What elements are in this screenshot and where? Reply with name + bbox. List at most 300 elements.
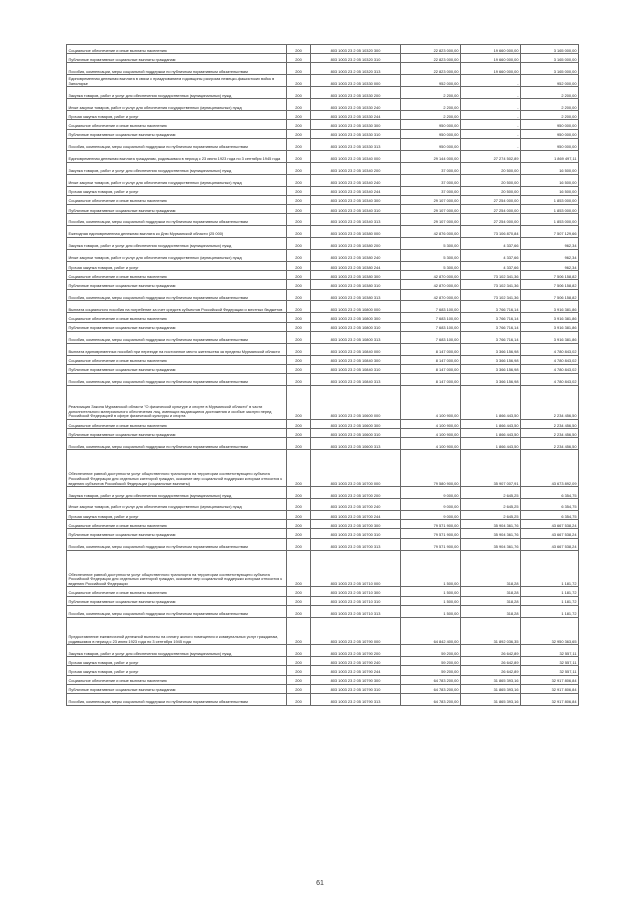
- row-budget-classification-code: 803 1003 23 2 05 10800 313: [311, 331, 401, 343]
- table-row: [67, 374, 579, 386]
- row-executed-amount: 27 254 000,00: [461, 195, 521, 204]
- row-approved-amount: 42 870 000,00: [401, 280, 461, 289]
- row-executed-amount: -: [461, 99, 521, 111]
- row-description: Социальное обеспечение и иные выплаты населению: [67, 420, 287, 429]
- row-approved-amount: 7 683 100,00: [401, 313, 461, 322]
- row-budget-classification-code: 803 1003 23 2 05 10340 000: [311, 150, 401, 162]
- table-row: [67, 322, 579, 331]
- row-unexecuted-amount: 7 506 158,82: [521, 289, 579, 301]
- row-description: Прочая закупка товаров, работ и услуг: [67, 657, 287, 666]
- row-executed-amount: 35 904 361,76: [461, 538, 521, 550]
- row-line-code: 200: [287, 529, 311, 538]
- row-executed-amount: -: [461, 138, 521, 150]
- row-line-code: 200: [287, 587, 311, 596]
- table-row: [67, 99, 579, 111]
- row-description: Закупка товаров, работ и услуг для обеспечения государственных (муниципальных) нужд: [67, 238, 287, 250]
- row-approved-amount: 29 144 000,00: [401, 150, 461, 162]
- row-unexecuted-amount: 2 200,00: [521, 111, 579, 120]
- row-budget-classification-code: 803 1003 23 2 05 10710 000: [311, 550, 401, 587]
- row-budget-classification-code: 803 1003 23 2 05 10340 240: [311, 174, 401, 186]
- row-line-code: 200: [287, 45, 311, 54]
- row-executed-amount: 3 366 156,98: [461, 355, 521, 364]
- row-budget-classification-code: 803 1003 23 2 05 10790 313: [311, 694, 401, 706]
- row-budget-classification-code: 803 1003 23 2 05 10330 200: [311, 87, 401, 99]
- row-budget-classification-code: 803 1003 23 2 05 10710 300: [311, 587, 401, 596]
- row-description: Единовременная денежная выплата в связи с празднованием годовщины разгрома немецко-фашистских войск в Заполярье: [67, 75, 287, 87]
- row-description: Обеспечение равной доступности услуг общественного транспорта на территории соответствующего субъекта Российской Федерации для отдельных категорий граждан, оказание мер социальной поддержки которым относится к ведению субъектов Российской Федерации (социальные выплаты): [67, 450, 287, 487]
- row-unexecuted-amount: 1 181,72: [521, 550, 579, 587]
- row-approved-amount: 59 200,00: [401, 666, 461, 675]
- row-budget-classification-code: 803 1003 23 2 05 10840 300: [311, 355, 401, 364]
- table-row: [67, 129, 579, 138]
- row-budget-classification-code: 803 1003 23 2 05 10790 310: [311, 684, 401, 693]
- table-row: [67, 487, 579, 499]
- row-description: Закупка товаров, работ и услуг для обеспечения государственных (муниципальных) нужд: [67, 487, 287, 499]
- row-line-code: 200: [287, 87, 311, 99]
- row-approved-amount: 2 200,00: [401, 87, 461, 99]
- row-approved-amount: 22 823 000,00: [401, 63, 461, 75]
- row-executed-amount: 26 642,89: [461, 645, 521, 657]
- row-executed-amount: 19 660 000,00: [461, 54, 521, 63]
- row-executed-amount: -: [461, 75, 521, 87]
- row-unexecuted-amount: 6 354,75: [521, 499, 579, 511]
- row-executed-amount: 318,28: [461, 605, 521, 617]
- row-budget-classification-code: 803 1003 23 2 05 10700 313: [311, 538, 401, 550]
- row-unexecuted-amount: 1 853 000,00: [521, 214, 579, 226]
- row-description: Публичные нормативные социальные выплаты гражданам: [67, 204, 287, 213]
- row-approved-amount: 37 000,00: [401, 174, 461, 186]
- row-description: Прочая закупка товаров, работ и услуг: [67, 261, 287, 270]
- row-line-code: 200: [287, 438, 311, 450]
- row-unexecuted-amount: 2 234 456,50: [521, 438, 579, 450]
- row-approved-amount: 1 500,00: [401, 587, 461, 596]
- row-description: Публичные нормативные социальные выплаты гражданам: [67, 684, 287, 693]
- row-executed-amount: 31 865 393,16: [461, 675, 521, 684]
- row-executed-amount: -: [461, 111, 521, 120]
- row-unexecuted-amount: 32 950 363,65: [521, 617, 579, 645]
- row-approved-amount: 8 147 000,00: [401, 355, 461, 364]
- row-line-code: 200: [287, 645, 311, 657]
- table-row: [67, 331, 579, 343]
- row-executed-amount: -: [461, 120, 521, 129]
- row-unexecuted-amount: 950 000,00: [521, 120, 579, 129]
- row-approved-amount: 59 200,00: [401, 645, 461, 657]
- row-approved-amount: 64 842 400,00: [401, 617, 461, 645]
- row-line-code: 200: [287, 694, 311, 706]
- row-description: Социальное обеспечение и иные выплаты населению: [67, 45, 287, 54]
- row-executed-amount: 318,28: [461, 550, 521, 587]
- row-description: Предоставление ежемесячной денежной выплаты на оплату жилого помещения и коммунальных услуг гражданам, родившимся в период с 23 июня 1923 года по 3 сентября 1945 года: [67, 617, 287, 645]
- row-budget-classification-code: 803 1003 23 2 05 10800 310: [311, 322, 401, 331]
- table-row: [67, 186, 579, 195]
- row-approved-amount: 7 683 100,00: [401, 331, 461, 343]
- row-unexecuted-amount: 2 200,00: [521, 99, 579, 111]
- row-approved-amount: 9 000,00: [401, 499, 461, 511]
- row-executed-amount: 20 500,00: [461, 162, 521, 174]
- row-line-code: 200: [287, 261, 311, 270]
- row-budget-classification-code: 803 1003 23 2 05 10840 310: [311, 364, 401, 373]
- row-line-code: 200: [287, 487, 311, 499]
- table-row: [67, 87, 579, 99]
- row-executed-amount: 19 660 000,00: [461, 45, 521, 54]
- row-line-code: 200: [287, 550, 311, 587]
- row-executed-amount: 4 337,66: [461, 249, 521, 261]
- row-approved-amount: 37 000,00: [401, 186, 461, 195]
- row-unexecuted-amount: 43 673 892,09: [521, 450, 579, 487]
- page-number: 61: [316, 880, 324, 887]
- table-row: [67, 364, 579, 373]
- row-budget-classification-code: 803 1003 23 2 05 10840 313: [311, 374, 401, 386]
- row-budget-classification-code: 803 1003 23 2 05 10330 244: [311, 111, 401, 120]
- row-unexecuted-amount: 4 780 843,02: [521, 343, 579, 355]
- table-row: [67, 195, 579, 204]
- table-row: [67, 54, 579, 63]
- row-line-code: 200: [287, 120, 311, 129]
- row-unexecuted-amount: 4 780 843,02: [521, 374, 579, 386]
- row-approved-amount: 9 000,00: [401, 487, 461, 499]
- row-budget-classification-code: 803 1003 23 2 05 10380 244: [311, 261, 401, 270]
- row-description: Пособия, компенсации, меры социальной поддержки по публичным нормативным обязательствам: [67, 605, 287, 617]
- row-approved-amount: 37 000,00: [401, 162, 461, 174]
- row-budget-classification-code: 803 1003 23 2 05 10800 300: [311, 313, 401, 322]
- row-unexecuted-amount: 962,34: [521, 249, 579, 261]
- table-row: [67, 511, 579, 520]
- row-line-code: 200: [287, 150, 311, 162]
- row-line-code: 200: [287, 343, 311, 355]
- row-unexecuted-amount: 962,34: [521, 261, 579, 270]
- row-description: Публичные нормативные социальные выплаты гражданам: [67, 429, 287, 438]
- table-row: [67, 450, 579, 487]
- row-executed-amount: 4 337,66: [461, 261, 521, 270]
- row-executed-amount: 73 106 870,84: [461, 226, 521, 238]
- row-line-code: 200: [287, 75, 311, 87]
- row-line-code: 200: [287, 313, 311, 322]
- row-line-code: 200: [287, 249, 311, 261]
- row-budget-classification-code: 803 1003 23 2 05 10790 000: [311, 617, 401, 645]
- row-description: Пособия, компенсации, меры социальной поддержки по публичным нормативным обязательствам: [67, 63, 287, 75]
- table-row: [67, 280, 579, 289]
- row-line-code: 200: [287, 162, 311, 174]
- row-description: Социальное обеспечение и иные выплаты населению: [67, 271, 287, 280]
- row-line-code: 200: [287, 657, 311, 666]
- row-description: Прочая закупка товаров, работ и услуг: [67, 666, 287, 675]
- table-row: [67, 538, 579, 550]
- row-budget-classification-code: 803 1003 23 2 05 10700 244: [311, 511, 401, 520]
- table-row: [67, 301, 579, 313]
- row-line-code: 200: [287, 138, 311, 150]
- row-executed-amount: 3 766 716,14: [461, 313, 521, 322]
- row-budget-classification-code: 803 1003 23 2 05 10320 300: [311, 45, 401, 54]
- table-row: [67, 289, 579, 301]
- table-row: [67, 238, 579, 250]
- row-line-code: 200: [287, 129, 311, 138]
- row-approved-amount: 952 000,00: [401, 75, 461, 87]
- row-description: Иные закупки товаров, работ и услуг для обеспечения государственных (муниципальных) нужд: [67, 499, 287, 511]
- row-unexecuted-amount: 1 181,72: [521, 605, 579, 617]
- table-row: [67, 261, 579, 270]
- row-budget-classification-code: 803 1003 23 2 05 10700 240: [311, 499, 401, 511]
- row-executed-amount: 2 645,25: [461, 499, 521, 511]
- row-budget-classification-code: 803 1003 23 2 05 10380 313: [311, 289, 401, 301]
- table-row: [67, 386, 579, 420]
- row-approved-amount: 42 876 000,00: [401, 226, 461, 238]
- row-budget-classification-code: 803 1003 23 2 05 10340 310: [311, 204, 401, 213]
- row-approved-amount: 2 200,00: [401, 99, 461, 111]
- row-unexecuted-amount: 32 557,11: [521, 666, 579, 675]
- row-executed-amount: 31 865 393,16: [461, 694, 521, 706]
- row-unexecuted-amount: 6 354,75: [521, 511, 579, 520]
- row-budget-classification-code: 803 1003 23 2 05 10700 000: [311, 450, 401, 487]
- row-budget-classification-code: 803 1003 23 2 05 10790 244: [311, 666, 401, 675]
- row-unexecuted-amount: 6 354,75: [521, 487, 579, 499]
- row-budget-classification-code: 803 1003 23 2 05 10600 313: [311, 438, 401, 450]
- row-unexecuted-amount: 3 165 000,00: [521, 45, 579, 54]
- row-unexecuted-amount: 3 916 381,86: [521, 301, 579, 313]
- row-approved-amount: 79 580 900,00: [401, 450, 461, 487]
- row-executed-amount: 73 102 341,36: [461, 271, 521, 280]
- row-approved-amount: 42 870 000,00: [401, 271, 461, 280]
- row-approved-amount: 4 100 900,00: [401, 420, 461, 429]
- row-executed-amount: 27 254 000,00: [461, 204, 521, 213]
- row-executed-amount: 1 866 443,50: [461, 420, 521, 429]
- table-row: [67, 438, 579, 450]
- row-approved-amount: 1 500,00: [401, 550, 461, 587]
- row-approved-amount: 29 107 000,00: [401, 214, 461, 226]
- row-unexecuted-amount: 7 507 129,66: [521, 226, 579, 238]
- row-approved-amount: 5 300,00: [401, 238, 461, 250]
- row-line-code: 200: [287, 186, 311, 195]
- row-budget-classification-code: 803 1003 23 2 05 10330 300: [311, 120, 401, 129]
- row-approved-amount: 29 107 000,00: [401, 195, 461, 204]
- row-budget-classification-code: 803 1003 23 2 05 10790 200: [311, 645, 401, 657]
- row-unexecuted-amount: 16 500,00: [521, 174, 579, 186]
- row-description: Ежегодная единовременная денежная выплата ко Дню Мурманской области (25 000): [67, 226, 287, 238]
- row-description: Публичные нормативные социальные выплаты гражданам: [67, 529, 287, 538]
- budget-report-sheet: [66, 44, 578, 706]
- row-line-code: 200: [287, 355, 311, 364]
- row-description: Прочая закупка товаров, работ и услуг: [67, 186, 287, 195]
- row-unexecuted-amount: 16 500,00: [521, 186, 579, 195]
- table-row: [67, 429, 579, 438]
- row-unexecuted-amount: 43 667 538,24: [521, 529, 579, 538]
- table-row: [67, 45, 579, 54]
- row-description: Социальное обеспечение и иные выплаты населению: [67, 520, 287, 529]
- table-row: [67, 587, 579, 596]
- row-description: Обеспечение равной доступности услуг общественного транспорта на территории соответствующего субъекта Российской Федерации для отдельных категорий граждан, оказание мер социальной поддержки которым относится к ведению Российской Федерации: [67, 550, 287, 587]
- table-row: [67, 657, 579, 666]
- row-approved-amount: 22 823 000,00: [401, 54, 461, 63]
- row-unexecuted-amount: 32 557,11: [521, 645, 579, 657]
- row-line-code: 200: [287, 54, 311, 63]
- row-description: Пособия, компенсации, меры социальной поддержки по публичным нормативным обязательствам: [67, 214, 287, 226]
- row-executed-amount: 3 366 156,98: [461, 364, 521, 373]
- row-line-code: 200: [287, 289, 311, 301]
- row-unexecuted-amount: 1 853 000,00: [521, 195, 579, 204]
- row-executed-amount: 26 642,89: [461, 657, 521, 666]
- row-executed-amount: 35 904 361,76: [461, 529, 521, 538]
- row-line-code: 200: [287, 195, 311, 204]
- row-description: Иные закупки товаров, работ и услуг для обеспечения государственных (муниципальных) нужд: [67, 249, 287, 261]
- table-row: [67, 120, 579, 129]
- row-line-code: 200: [287, 111, 311, 120]
- row-description: Социальное обеспечение и иные выплаты населению: [67, 587, 287, 596]
- table-row: [67, 75, 579, 87]
- row-approved-amount: 8 147 000,00: [401, 343, 461, 355]
- row-description: Реализация Закона Мурманской области "О физической культуре и спорте в Мурманской области" в части дополнительного материального обеспечения лиц, имеющих выдающиеся достижения и особые заслуги перед Российской Федерацией в сфере физической культуры и спорта: [67, 386, 287, 420]
- table-row: [67, 605, 579, 617]
- row-budget-classification-code: 803 1003 23 2 05 10380 200: [311, 238, 401, 250]
- budget-execution-table: [66, 44, 579, 706]
- table-row: [67, 666, 579, 675]
- table-row: [67, 420, 579, 429]
- row-description: Закупка товаров, работ и услуг для обеспечения государственных (муниципальных) нужд: [67, 87, 287, 99]
- row-description: Выплата единовременных пособий при переезде на постоянное место жительства за пределы Мурманской области: [67, 343, 287, 355]
- row-approved-amount: 5 300,00: [401, 261, 461, 270]
- row-approved-amount: 1 500,00: [401, 596, 461, 605]
- row-line-code: 200: [287, 499, 311, 511]
- row-line-code: 200: [287, 450, 311, 487]
- row-unexecuted-amount: 950 000,00: [521, 129, 579, 138]
- row-unexecuted-amount: 4 780 843,02: [521, 355, 579, 364]
- row-budget-classification-code: 803 1003 23 2 05 10340 244: [311, 186, 401, 195]
- table-row: [67, 694, 579, 706]
- row-budget-classification-code: 803 1003 23 2 05 10710 310: [311, 596, 401, 605]
- row-unexecuted-amount: 32 557,11: [521, 657, 579, 666]
- row-approved-amount: 7 683 100,00: [401, 301, 461, 313]
- row-executed-amount: 1 866 443,50: [461, 429, 521, 438]
- row-executed-amount: 2 645,25: [461, 487, 521, 499]
- row-budget-classification-code: 803 1003 23 2 05 10380 300: [311, 271, 401, 280]
- row-line-code: 200: [287, 386, 311, 420]
- row-executed-amount: 73 102 341,36: [461, 280, 521, 289]
- row-unexecuted-amount: 2 200,00: [521, 87, 579, 99]
- row-line-code: 200: [287, 99, 311, 111]
- row-approved-amount: 29 107 000,00: [401, 204, 461, 213]
- row-executed-amount: 2 645,25: [461, 511, 521, 520]
- table-row: [67, 645, 579, 657]
- row-approved-amount: 64 783 200,00: [401, 675, 461, 684]
- row-approved-amount: 8 147 000,00: [401, 364, 461, 373]
- table-row: [67, 138, 579, 150]
- row-executed-amount: 26 642,89: [461, 666, 521, 675]
- row-budget-classification-code: 803 1003 23 2 05 10340 200: [311, 162, 401, 174]
- row-budget-classification-code: 803 1003 23 2 05 10790 300: [311, 675, 401, 684]
- row-unexecuted-amount: 3 165 000,00: [521, 54, 579, 63]
- row-unexecuted-amount: 3 165 000,00: [521, 63, 579, 75]
- row-approved-amount: 7 683 100,00: [401, 322, 461, 331]
- row-line-code: 200: [287, 322, 311, 331]
- row-description: Публичные нормативные социальные выплаты гражданам: [67, 596, 287, 605]
- row-unexecuted-amount: 1 181,72: [521, 596, 579, 605]
- row-approved-amount: 2 200,00: [401, 111, 461, 120]
- row-unexecuted-amount: 43 667 538,24: [521, 520, 579, 529]
- row-description: Пособия, компенсации, меры социальной поддержки по публичным нормативным обязательствам: [67, 138, 287, 150]
- row-unexecuted-amount: 952 000,00: [521, 75, 579, 87]
- row-executed-amount: 4 337,66: [461, 238, 521, 250]
- row-approved-amount: 4 100 900,00: [401, 429, 461, 438]
- row-line-code: 200: [287, 596, 311, 605]
- row-description: Публичные нормативные социальные выплаты гражданам: [67, 54, 287, 63]
- table-row: [67, 174, 579, 186]
- table-row: [67, 343, 579, 355]
- row-budget-classification-code: 803 1003 23 2 05 10600 310: [311, 429, 401, 438]
- row-executed-amount: 3 766 716,14: [461, 301, 521, 313]
- table-row: [67, 214, 579, 226]
- row-description: Публичные нормативные социальные выплаты гражданам: [67, 129, 287, 138]
- row-unexecuted-amount: 32 917 806,84: [521, 675, 579, 684]
- row-description: Публичные нормативные социальные выплаты гражданам: [67, 322, 287, 331]
- row-line-code: 200: [287, 617, 311, 645]
- row-line-code: 200: [287, 204, 311, 213]
- row-approved-amount: 79 571 900,00: [401, 520, 461, 529]
- table-row: [67, 520, 579, 529]
- table-row: [67, 684, 579, 693]
- row-unexecuted-amount: 4 780 843,02: [521, 364, 579, 373]
- row-executed-amount: 3 766 716,14: [461, 322, 521, 331]
- row-line-code: 200: [287, 675, 311, 684]
- row-executed-amount: 1 866 443,50: [461, 438, 521, 450]
- row-line-code: 200: [287, 331, 311, 343]
- row-executed-amount: 31 865 393,16: [461, 684, 521, 693]
- row-description: Единовременная денежная выплата гражданам, родившимся в период с 23 июня 1923 года по 3 сентября 1945 года: [67, 150, 287, 162]
- row-line-code: 200: [287, 511, 311, 520]
- row-description: Закупка товаров, работ и услуг для обеспечения государственных (муниципальных) нужд: [67, 162, 287, 174]
- row-unexecuted-amount: 1 869 497,11: [521, 150, 579, 162]
- row-executed-amount: 27 254 000,00: [461, 214, 521, 226]
- table-row: [67, 271, 579, 280]
- row-budget-classification-code: 803 1003 23 2 05 10330 310: [311, 129, 401, 138]
- row-executed-amount: 31 892 036,35: [461, 617, 521, 645]
- row-executed-amount: 3 366 156,98: [461, 374, 521, 386]
- row-approved-amount: 950 000,00: [401, 138, 461, 150]
- row-executed-amount: 1 866 443,50: [461, 386, 521, 420]
- row-budget-classification-code: 803 1003 23 2 05 10700 200: [311, 487, 401, 499]
- row-budget-classification-code: 803 1003 23 2 05 10840 000: [311, 343, 401, 355]
- table-row: [67, 63, 579, 75]
- row-approved-amount: 59 200,00: [401, 657, 461, 666]
- row-approved-amount: 79 571 900,00: [401, 529, 461, 538]
- row-line-code: 200: [287, 429, 311, 438]
- row-line-code: 200: [287, 538, 311, 550]
- row-approved-amount: 950 000,00: [401, 129, 461, 138]
- row-approved-amount: 8 147 000,00: [401, 374, 461, 386]
- row-budget-classification-code: 803 1003 23 2 05 10340 313: [311, 214, 401, 226]
- table-row: [67, 499, 579, 511]
- table-row: [67, 313, 579, 322]
- table-row: [67, 111, 579, 120]
- table-row: [67, 150, 579, 162]
- row-executed-amount: 35 904 361,76: [461, 520, 521, 529]
- row-unexecuted-amount: 1 853 000,00: [521, 204, 579, 213]
- row-line-code: 200: [287, 280, 311, 289]
- row-executed-amount: 35 907 007,91: [461, 450, 521, 487]
- row-line-code: 200: [287, 666, 311, 675]
- table-row: [67, 204, 579, 213]
- table-row: [67, 249, 579, 261]
- row-unexecuted-amount: 2 234 456,50: [521, 429, 579, 438]
- row-executed-amount: -: [461, 87, 521, 99]
- row-unexecuted-amount: 32 917 806,84: [521, 684, 579, 693]
- row-line-code: 200: [287, 374, 311, 386]
- row-executed-amount: 318,28: [461, 596, 521, 605]
- row-executed-amount: 20 500,00: [461, 174, 521, 186]
- row-description: Публичные нормативные социальные выплаты гражданам: [67, 280, 287, 289]
- row-unexecuted-amount: 7 506 158,82: [521, 280, 579, 289]
- table-row: [67, 550, 579, 587]
- row-budget-classification-code: 803 1003 23 2 05 10600 000: [311, 386, 401, 420]
- row-budget-classification-code: 803 1003 23 2 05 10800 000: [311, 301, 401, 313]
- row-executed-amount: 3 366 156,98: [461, 343, 521, 355]
